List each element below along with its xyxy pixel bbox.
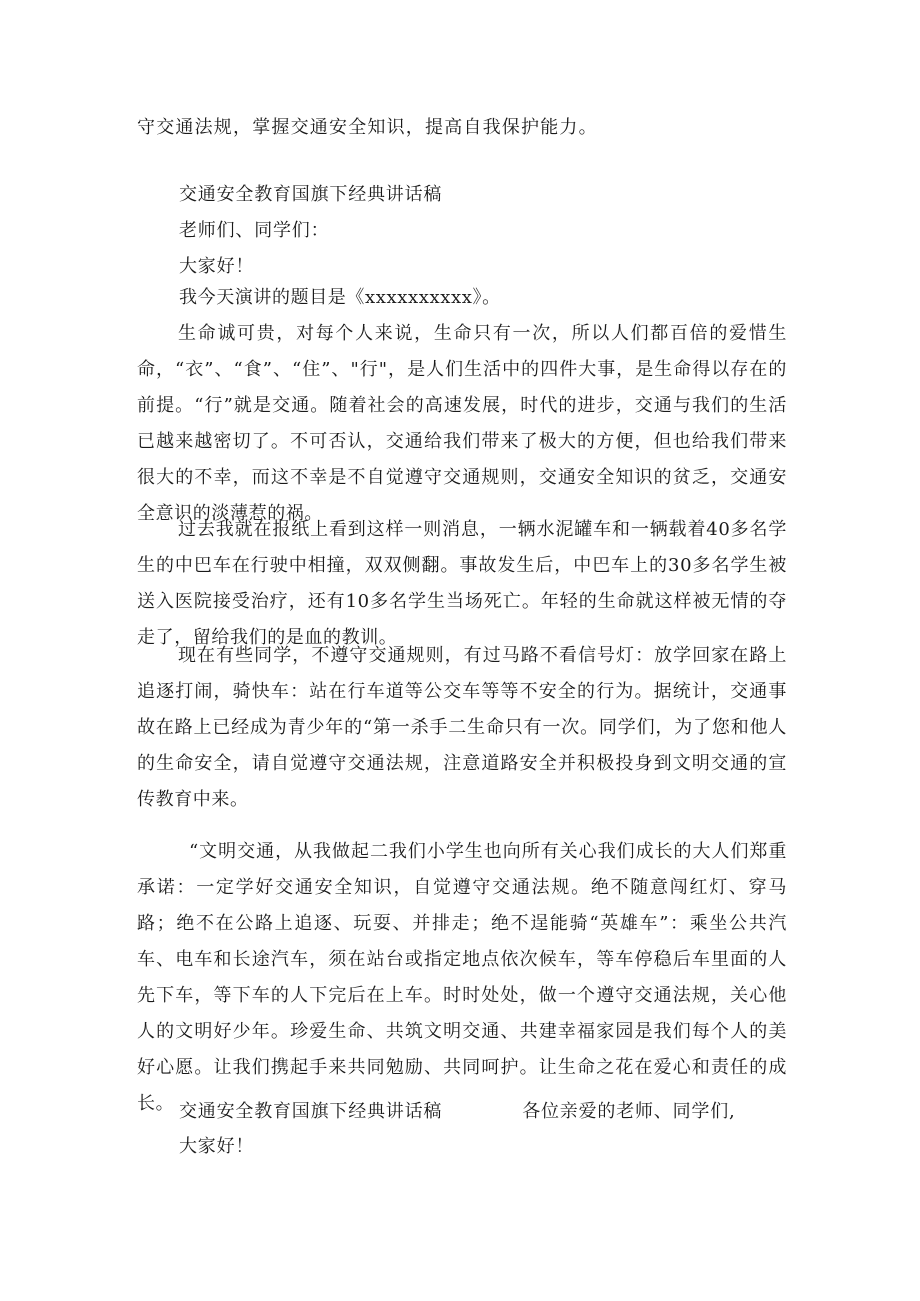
footer-salutation: 各位亲爱的老师、同学们,	[522, 1101, 736, 1122]
topic-line: 我今天演讲的题目是《xxxxxxxxxx》。	[179, 287, 501, 308]
paragraph-news: 过去我就在报纸上看到这样一则消息，一辆水泥罐车和一辆载着40多名学生的中巴车在行驶中相撞，双双侧翻。事故发生后，中巴车上的30多名学生被送入医院接受治疗，还有10多名学生当场死亡。年轻的生命就这样被无情的夺走了，留给我们的是血的教训。	[137, 519, 787, 648]
paragraph-pledge: “文明交通，从我做起二我们小学生也向所有关心我们成长的大人们郑重承诺：一定学好交通安全知识，自觉遵守交通法规。绝不随意闯红灯、穿马路；绝不在公路上追逐、玩耍、并排走；绝不逞能骑“英雄车”：乘坐公共汽车、电车和长途汽车，须在站台或指定地点依次候车，等车停稳后车里面的人先下车，等下车的人下完后在上车。时时处处，做一个遵守交通法规，关心他人的文明好少年。珍爱生命、共筑文明交通、共建幸福家园是我们每个人的美好心愿。让我们携起手来共同勉励、共同呵护。让生命之花在爱心和责任的成长。	[137, 841, 787, 1114]
footer-greeting: 大家好！	[179, 1136, 255, 1157]
paragraph-students: 现在有些同学，不遵守交通规则，有过马路不看信号灯：放学回家在路上追逐打闹，骑快车：站在行车道等公交车等等不安全的行为。据统计，交通事故在路上已经成为青少年的“第一杀手二生命只有一次。同学们，为了您和他人的生命安全，请自觉遵守交通法规，注意道路安全并积极投身到文明交通的宣传教育中来。	[137, 645, 787, 810]
paragraph-life: 生命诚可贵，对每个人来说，生命只有一次，所以人们都百倍的爱惜生命，“衣”、“食”、“住”、"行"，是人们生活中的四件大事，是生命得以存在的前提。“行”就是交通。随着社会的高速发展，时代的进步，交通与我们的生活已越来越密切了。不可否认，交通给我们带来了极大的方便，但也给我们带来很大的不幸，而这不幸是不自觉遵守交通规则，交通安全知识的贫乏，交通安全意识的淡薄惹的祸。	[137, 323, 787, 524]
intro-line: 守交通法规，掌握交通安全知识，提高自我保护能力。	[137, 117, 598, 138]
speech-title: 交通安全教育国旗下经典讲话稿	[179, 184, 443, 205]
salutation: 老师们、同学们：	[179, 220, 330, 241]
footer-title: 交通安全教育国旗下经典讲话稿	[179, 1101, 443, 1122]
greeting: 大家好！	[179, 256, 255, 277]
footer-heading-row	[179, 1100, 736, 1124]
